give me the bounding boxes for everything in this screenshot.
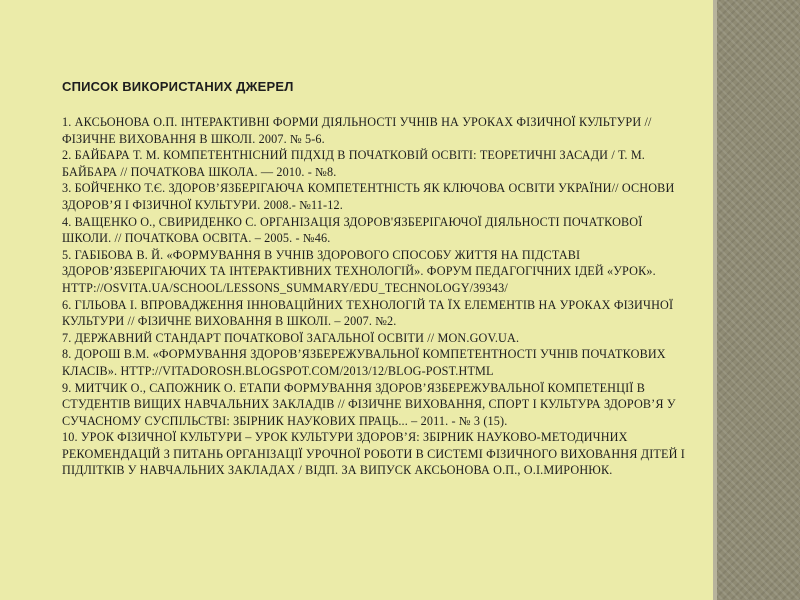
decorative-side-strip: [713, 0, 800, 600]
reference-item-10: 10. УРОК ФІЗИЧНОЇ КУЛЬТУРИ – УРОК КУЛЬТУРИ ЗДОРОВ’Я: ЗБІРНИК НАУКОВО-МЕТОДИЧНИХ РЕКОМЕНДАЦІЙ З ПИТАНЬ ОРГАНІЗАЦІЇ УРОЧНОЇ РОБОТИ В СИСТЕМІ ФІЗИЧНОГО ВИХОВАННЯ ДІТЕЙ І ПІДЛІТКІВ У НАВЧАЛЬНИХ ЗАКЛАДАХ / ВІДП. ЗА ВИПУСК АКСЬОНОВА О.П., О.І.МИРОНЮК.: [62, 430, 685, 478]
slide-content: [62, 78, 692, 479]
reference-item-4: 4. ВАЩЕНКО О., СВИРИДЕНКО С. ОРГАНІЗАЦІЯ ЗДОРОВ'ЯЗБЕРІГАЮЧОЇ ДІЯЛЬНОСТІ ПОЧАТКОВОЇ ШКОЛИ. // ПОЧАТКОВА ОСВІТА. – 2005. - №46.: [62, 214, 643, 246]
reference-item-3: 3. БОЙЧЕНКО Т.Є. ЗДОРОВ’ЯЗБЕРІГАЮЧА КОМПЕТЕНТНІСТЬ ЯК КЛЮЧОВА ОСВІТИ УКРАЇНИ// ОСНОВИ ЗДОРОВ’Я І ФІЗИЧНОЇ КУЛЬТУРИ. 2008.- №11-12.: [62, 181, 675, 212]
reference-item-9: 9. МИТЧИК О., САПОЖНИК О. ЕТАПИ ФОРМУВАННЯ ЗДОРОВ’ЯЗБЕРЕЖУВАЛЬНОЇ КОМПЕТЕНЦІЇ В СТУДЕНТІВ ВИЩИХ НАВЧАЛЬНИХ ЗАКЛАДІВ // ФІЗИЧНЕ ВИХОВАННЯ, СПОРТ І КУЛЬТУРА ЗДОРОВ’Я У СУЧАСНОМУ СУСПІЛЬСТВІ: ЗБІРНИК НАУКОВИХ ПРАЦЬ... – 2011. - № 3 (15).: [62, 380, 676, 428]
slide-title: СПИСОК ВИКОРИСТАНИХ ДЖЕРЕЛ: [62, 79, 294, 94]
reference-item-6: 6. ГІЛЬОВА І. ВПРОВАДЖЕННЯ ІННОВАЦІЙНИХ ТЕХНОЛОГІЙ ТА ЇХ ЕЛЕМЕНТІВ НА УРОКАХ ФІЗИЧНОЇ КУЛЬТУРИ // ФІЗИЧНЕ ВИХОВАННЯ В ШКОЛІ. – 2007. №2.: [62, 297, 674, 329]
reference-item-8: 8. ДОРОШ В.М. «ФОРМУВАННЯ ЗДОРОВ’ЯЗБЕРЕЖУВАЛЬНОЇ КОМПЕТЕНТНОСТІ УЧНІВ ПОЧАТКОВИХ КЛАСІВ». HTTP://VITADOROSH.BLOGSPOT.COM/2013/12/BLOG-POST.HTML: [62, 347, 666, 378]
reference-item-5: 5. ГАБІБОВА В. Й. «ФОРМУВАННЯ В УЧНІВ ЗДОРОВОГО СПОСОБУ ЖИТТЯ НА ПІДСТАВІ ЗДОРОВ’ЯЗБЕРІГАЮЧИХ ТА ІНТЕРАКТИВНИХ ТЕХНОЛОГІЙ». ФОРУМ ПЕДАГОГІЧНИХ ІДЕЙ «УРОК». HTTP://OSVITA.UA/SCHOOL/LESSONS_SUMMARY/EDU_TECHNOLOGY/39343/: [62, 247, 656, 295]
reference-item-7: 7. ДЕРЖАВНИЙ СТАНДАРТ ПОЧАТКОВОЇ ЗАГАЛЬНОЇ ОСВІТИ // MON.GOV.UA.: [62, 330, 520, 345]
references-list: [62, 114, 692, 479]
reference-item-1: 1. АКСЬОНОВА О.П. ІНТЕРАКТИВНІ ФОРМИ ДІЯЛЬНОСТІ УЧНІВ НА УРОКАХ ФІЗИЧНОЇ КУЛЬТУРИ // ФІЗИЧНЕ ВИХОВАННЯ В ШКОЛІ. 2007. № 5-6.: [62, 115, 652, 146]
reference-item-2: 2. БАЙБАРА Т. М. КОМПЕТЕНТНІСНИЙ ПІДХІД В ПОЧАТКОВІЙ ОСВІТІ: ТЕОРЕТИЧНІ ЗАСАДИ / Т. М. БАЙБАРА // ПОЧАТКОВА ШКОЛА. — 2010. - №8.: [62, 148, 645, 179]
